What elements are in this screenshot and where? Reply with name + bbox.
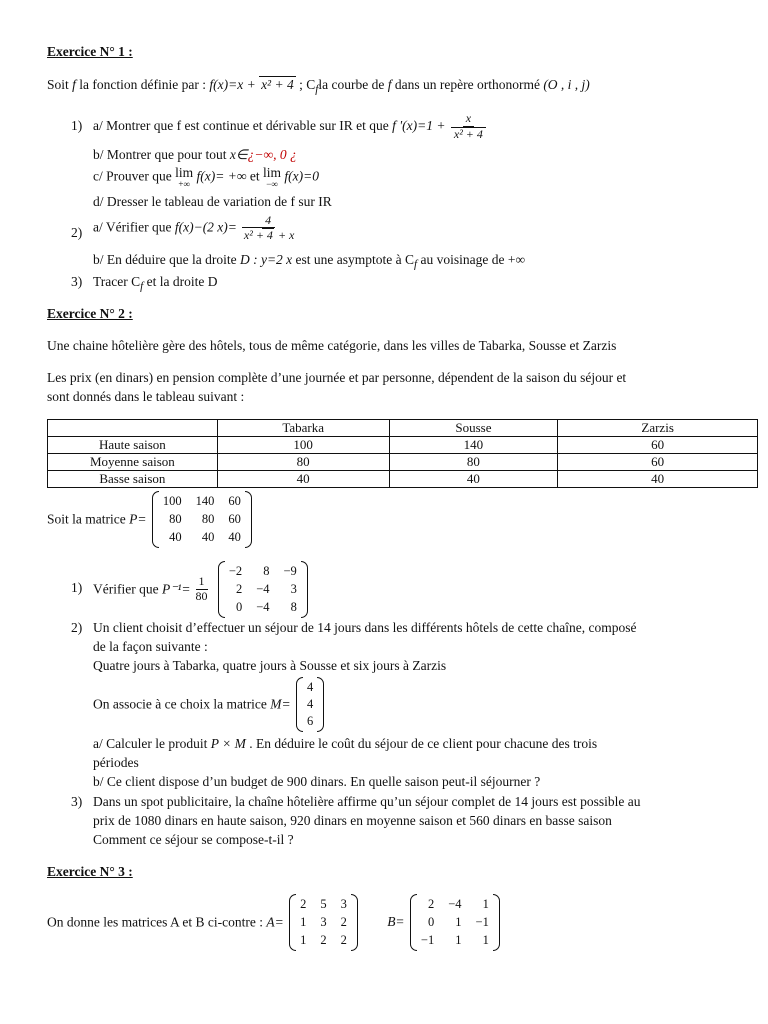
table-cell: 60 [558, 437, 758, 454]
ex1-q1a: a/ Montrer que f est continue et dérivable sur IR et que f '(x)=1 + $\frac{x}{\text{x² + 4}}$ [93, 112, 488, 142]
ex2-q1-number: 1) [71, 580, 83, 595]
ex1-q2b: b/ En déduire que la droite D : y=2 x est une asymptote à $C_f$ au voisinage de +∞ [93, 252, 526, 271]
table-cell: 40 [558, 471, 758, 488]
ex2-paragraph-2-line1: Les prix (en dinars) en pension complète d’une journée et par personne, dépendent de la saison du séjour et [47, 370, 627, 385]
table-cell: 40 [217, 471, 389, 488]
ex1-q1b: b/ Montrer que pour tout x∈¿−∞, 0 ¿ [93, 147, 297, 162]
matrix-A: 2 5 3 1 3 2 1 2 2 [289, 894, 358, 951]
matrix-P-inverse: −2 8 −9 2 −4 3 0 −4 8 [218, 561, 308, 618]
ex2-q3-line2: prix de 1080 dinars en haute saison, 920 dinars en moyenne saison et 560 dinars en basse saison [93, 813, 612, 828]
table-row [48, 454, 758, 471]
ex2-q3-line3: Comment ce séjour se compose-t-il ? [93, 832, 294, 847]
ex2-q2b: b/ Ce client dispose d’un budget de 900 dinars. En quelle saison peut-il séjourner ? [93, 774, 541, 789]
ex3-statement: On donne les matrices A et B ci-contre : A= 2 5 3 1 3 2 1 2 2 B= 2 −4 1 0 1 −1 −1 1 1 [47, 894, 500, 951]
table-header: Sousse [389, 420, 558, 437]
table-cell: 140 [389, 437, 558, 454]
ex1-q3-number: 3) [71, 274, 83, 289]
ex2-q3-number: 3) [71, 794, 83, 809]
ex1-q1d: d/ Dresser le tableau de variation de f sur IR [93, 194, 332, 209]
ex2-q3-line1: Dans un spot publicitaire, la chaîne hôtelière affirme qu’un séjour complet de 14 jours est possible au [93, 794, 641, 809]
ex2-q2-assoc: On associe à ce choix la matrice M= 4 4 6 [93, 677, 324, 732]
matrix-B: 2 −4 1 0 1 −1 −1 1 1 [410, 894, 500, 951]
table-header: Tabarka [217, 420, 389, 437]
ex2-q1: Vérifier que P⁻¹= $\frac{1}{80}$ −2 8 −9 2 −4 3 0 −4 8 [93, 561, 308, 618]
table-cell: Haute saison [48, 437, 218, 454]
table-cell: 80 [389, 454, 558, 471]
price-table [47, 419, 758, 488]
exercise-1-title: Exercice N° 1 : [47, 44, 133, 59]
ex2-paragraph-1: Une chaine hôtelière gère des hôtels, tous de même catégorie, dans les villes de Tabarka, Sousse et Zarzis [47, 338, 617, 353]
table-row [48, 471, 758, 488]
ex2-q2-number: 2) [71, 620, 83, 635]
ex1-q1c: c/ Prouver que lim +∞ f(x)= +∞ et lim −∞ f(x)=0 [93, 165, 319, 189]
ex1-q2a: a/ Vérifier que f(x)−(2 x)= $\frac{4}{\text{x² + 4 + x}}$ [93, 213, 295, 242]
exercise-2-title: Exercice N° 2 : [47, 306, 133, 321]
ex2-q2-line2: de la façon suivante : [93, 639, 208, 654]
matrix-P: 100 140 60 80 80 60 40 40 40 [152, 491, 252, 548]
table-cell: 60 [558, 454, 758, 471]
matrix-P-statement: Soit la matrice P= 100 140 60 80 80 60 40 40 40 [47, 491, 252, 548]
table-header [48, 420, 218, 437]
table-cell: Moyenne saison [48, 454, 218, 471]
ex1-q1-number: 1) [71, 118, 83, 133]
exercise-1-intro: Soit f la fonction définie par : f(x)=x + x² + 4 ; $C_fla$ courbe de f dans un repère orthonormé (O , i , j) [47, 77, 590, 96]
ex2-q2a-line1: a/ Calculer le produit P × M . En déduire le coût du séjour de ce client pour chacune des trois [93, 736, 598, 751]
table-header: Zarzis [558, 420, 758, 437]
ex1-q2-number: 2) [71, 225, 83, 240]
table-cell: 100 [217, 437, 389, 454]
ex2-paragraph-2-line2: sont donnés dans le tableau suivant : [47, 389, 245, 404]
exercise-3-title: Exercice N° 3 : [47, 864, 133, 879]
table-cell: 80 [217, 454, 389, 471]
table-header-row [48, 420, 758, 437]
ex1-q3: Tracer $C_f$ et la droite D [93, 274, 218, 293]
ex2-q2-line1: Un client choisit d’effectuer un séjour de 14 jours dans les différents hôtels de cette chaîne, composé [93, 620, 637, 635]
table-cell: 40 [389, 471, 558, 488]
table-cell: Basse saison [48, 471, 218, 488]
ex2-q2a-line2: périodes [93, 755, 139, 770]
ex2-q2-line3: Quatre jours à Tabarka, quatre jours à Sousse et six jours à Zarzis [93, 658, 447, 673]
vector-M: 4 4 6 [296, 677, 324, 732]
table-row [48, 437, 758, 454]
